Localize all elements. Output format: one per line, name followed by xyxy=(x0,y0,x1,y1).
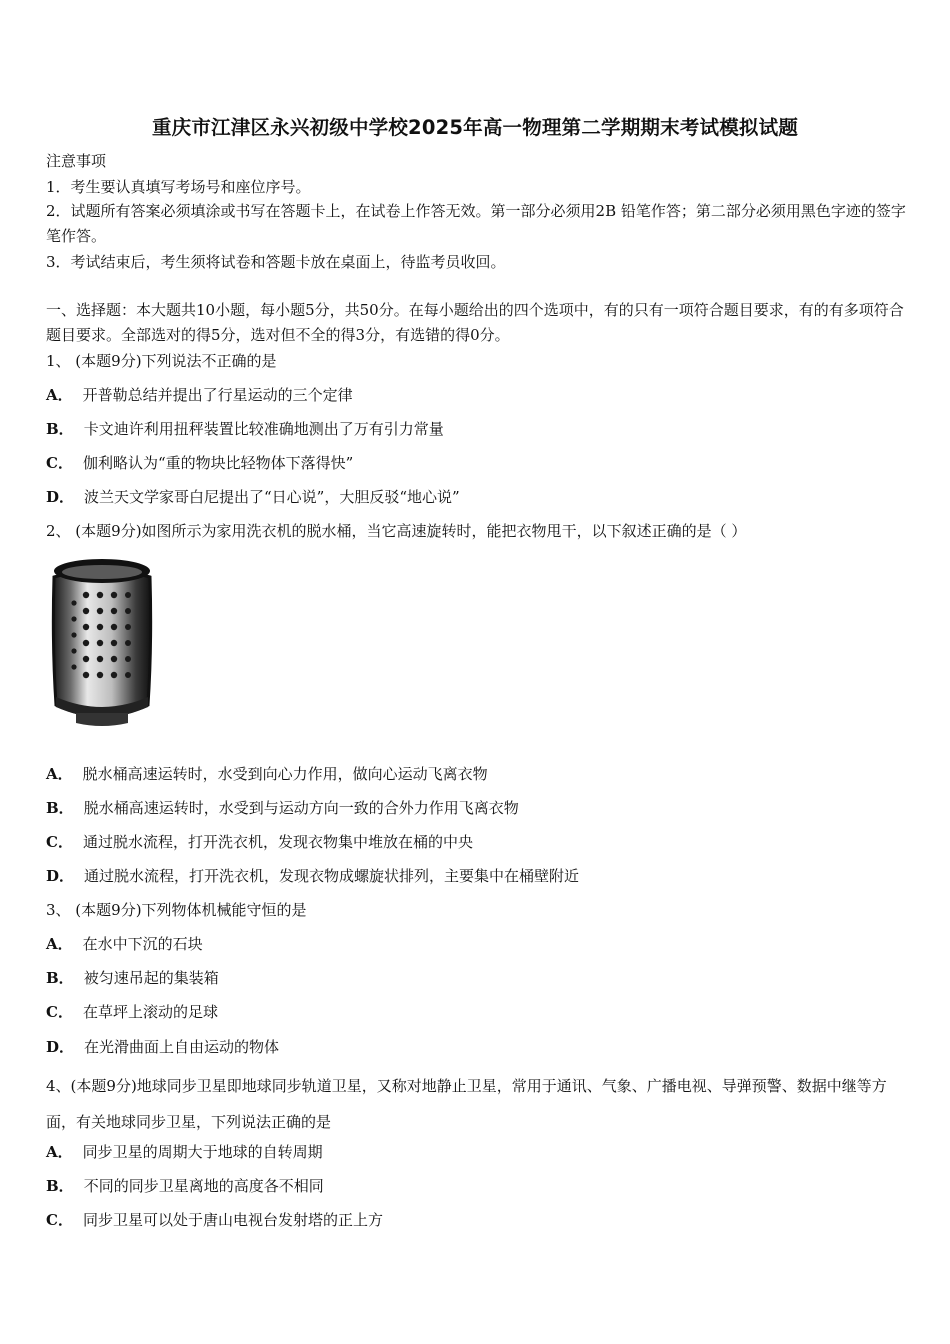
q3-option-a: A． 在水中下沉的石块 xyxy=(46,935,203,953)
q4-option-c: C． 同步卫星可以处于唐山电视台发射塔的正上方 xyxy=(46,1211,383,1229)
q1-option-a: A． 开普勒总结并提出了行星运动的三个定律 xyxy=(46,386,353,404)
q3-option-d: D． 在光滑曲面上自由运动的物体 xyxy=(46,1038,280,1056)
section-instructions: 一、选择题：本大题共10小题，每小题5分，共50分。在每小题给出的四个选项中，有的只有一项符合题目要求，有的有多项符合题目要求。全部选对的得5分，选对但不全的得3分，有选错的得0分。 xyxy=(46,301,904,344)
question-1-stem: 1、 (本题9分)下列说法不正确的是 xyxy=(46,352,277,370)
q1-option-c: C． 伽利略认为“重的物块比轻物体下落得快” xyxy=(46,454,354,472)
q1-option-d: D． 波兰天文学家哥白尼提出了“日心说”，大胆反驳“地心说” xyxy=(46,488,460,506)
question-3-stem: 3、 (本题9分)下列物体机械能守恒的是 xyxy=(46,901,307,919)
page-title: 重庆市江津区永兴初级中学校2025年高一物理第二学期期末考试模拟试题 xyxy=(151,116,799,139)
question-2-stem: 2、 (本题9分)如图所示为家用洗衣机的脱水桶，当它高速旋转时，能把衣物甩干，以下叙述正确的是（ ） xyxy=(46,522,747,540)
q1-option-b: B． 卡文迪许利用扭秤装置比较准确地测出了万有引力常量 xyxy=(46,420,444,438)
question-4-stem: 4、(本题9分)地球同步卫星即地球同步轨道卫星，又称对地静止卫星，常用于通讯、气象、广播电视、导弹预警、数据中继等方面，有关地球同步卫星，下列说法正确的是 xyxy=(46,1077,887,1131)
notice-item-3: 3．考试结束后，考生须将试卷和答题卡放在桌面上，待监考员收回。 xyxy=(46,253,506,271)
notice-item-1: 1．考生要认真填写考场号和座位序号。 xyxy=(46,178,311,196)
q4-option-b: B． 不同的同步卫星离地的高度各不相同 xyxy=(46,1177,324,1195)
q4-option-a: A． 同步卫星的周期大于地球的自转周期 xyxy=(46,1143,323,1161)
notice-heading: 注意事项 xyxy=(46,152,107,170)
q2-option-b: B． 脱水桶高速运转时，水受到与运动方向一致的合外力作用飞离衣物 xyxy=(46,799,519,817)
q2-option-d: D． 通过脱水流程，打开洗衣机，发现衣物成螺旋状排列，主要集中在桶壁附近 xyxy=(46,867,580,885)
q3-option-c: C． 在草坪上滚动的足球 xyxy=(46,1003,218,1021)
notice-item-2: 2．试题所有答案必须填涂或书写在答题卡上，在试卷上作答无效。第一部分必须用2B 铅笔作答；第二部分必须用黑色字迹的签字笔作答。 xyxy=(46,202,906,245)
washing-machine-drum-figure xyxy=(48,555,156,727)
q3-option-b: B． 被匀速吊起的集装箱 xyxy=(46,969,219,987)
q2-option-a: A． 脱水桶高速运转时，水受到向心力作用，做向心运动飞离衣物 xyxy=(46,765,488,783)
q2-option-c: C． 通过脱水流程，打开洗衣机，发现衣物集中堆放在桶的中央 xyxy=(46,833,473,851)
